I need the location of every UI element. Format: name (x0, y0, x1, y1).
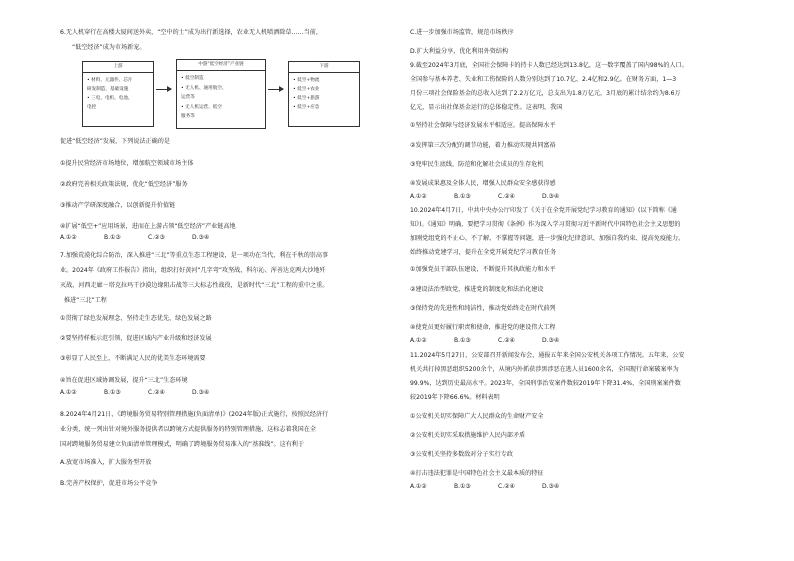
q7-option-b[interactable]: B.①③ (104, 389, 121, 396)
q6-statement-3: ③推动产学研深度融合，以创新提升价值链 (60, 202, 176, 209)
q11-option-c[interactable]: C.②④ (498, 483, 515, 490)
q6-stem-line-1: 6.无人机穿行在高楼大厦间送外卖，“空中的士”成为出行新选择，农业无人机喷洒除草……当前， (60, 29, 322, 36)
q10-stem-line-2: 知》)。《通知》明确，要把学习贯彻《条例》作为深入学习贯彻习近平新时代中国特色社会主义思想的 (410, 221, 681, 228)
q8-choice-d[interactable]: D.扩大利益分享，优化利用外资结构 (410, 48, 509, 55)
q10-stem-line-4: 始终推动党建学习，提升在全党开展党纪学习教育任务 (410, 249, 557, 256)
q9-options (410, 193, 586, 201)
low-altitude-economy-diagram (82, 59, 364, 129)
q7-option-a[interactable]: A.①② (60, 389, 77, 396)
q7-stem-line-1: 7.加强荒漠化综合防治，深入推进“三北”等重点生态工程建设，是一项功在当代、利在千秋的崇高事 (60, 252, 329, 259)
q8-stem-line-3: 国对跨境服务贸易建立负面清单管理模式，明确了跨境服务贸易准入的“基准线”。这有利于 (60, 441, 304, 448)
q8-stem-line-2: 业分类，统一列出针对境外服务提供者以跨境方式提供服务的特别管理措施，这标志着我国在全 (60, 426, 316, 433)
q7-stem-line-3: 灭战，河西走廊－塔克拉玛干沙漠边缘阻击战等三大标志性战役，是新时代“三北”工程的重中之重。 (60, 282, 329, 289)
q6-options (60, 234, 236, 242)
q9-stem-line-4: 亿元，显示出社保基金运行的总体稳定性。这表明，我国 (410, 104, 563, 111)
arrow-right-icon (156, 89, 171, 90)
q10-option-d[interactable]: D.③④ (542, 337, 560, 344)
upstream-item: • 材料、元器件、芯片 (87, 78, 133, 83)
upstream-item: 研发制造、基础设施 (87, 87, 129, 92)
q8-choice-b[interactable]: B.完善产权保护，促进市场公平竞争 (60, 480, 158, 487)
downstream-box (288, 61, 360, 127)
q10-stem-line-3: 加刚党组党的不止心、不了解、不掌握等问题，进一步强化纪律意识、加强自我约束、提高免疫能力， (410, 235, 685, 242)
q9-option-b[interactable]: B.①③ (454, 193, 471, 200)
q8-choice-c[interactable]: C.进一步加强市场监管，规范市场秩序 (410, 29, 514, 36)
q6-option-a[interactable]: A.①② (60, 234, 77, 241)
upstream-title: 上游 (83, 62, 153, 73)
midstream-item: • 低空制造 (181, 76, 204, 81)
q10-options (410, 337, 586, 345)
q9-option-d[interactable]: D.③④ (542, 193, 560, 200)
q6-statement-4: ④扩展“低空+”应用场景，进而在上游占领“低空经济”产业链高地 (60, 223, 236, 230)
q9-statement-1: ①坚持社会保障与经济发展水平相适应，提高保障水平 (410, 122, 556, 129)
q11-option-b[interactable]: B.①③ (454, 483, 471, 490)
q11-option-d[interactable]: D.③④ (542, 483, 560, 490)
q9-stem-line-3: 月份三项社会保险基金的总收入达到了2.2万亿元，总支出为1.8万亿元，3月底的累计结余约为8.6万 (410, 90, 681, 97)
downstream-item: • 低空+农业 (293, 87, 320, 92)
midstream-title: 中游“低空经济”产业链 (177, 60, 265, 71)
q11-stem-line-1: 11.2024年5月27日，公安部召开新闻发布会，通报五年来全国公安机关各项工作情况。五年来，公安 (410, 352, 685, 359)
q9-stem-line-1: 9.截至2024年3月底，全国社会保障卡的持卡人数已经达到13.8亿，这一数字覆盖了国内98%的人口。 (410, 62, 688, 69)
downstream-item: • 低空+物流 (293, 78, 320, 83)
q8-stem-line-1: 8.2024年4月21日，《跨境服务贸易特别管理措施(负面清单)》(2024年版)正式施行，按照民经济行 (60, 411, 329, 418)
q6-option-b[interactable]: B.①③ (104, 234, 121, 241)
q6-option-d[interactable]: D.③④ (192, 234, 210, 241)
q6-option-c[interactable]: C.②③ (148, 234, 165, 241)
q6-statement-1: ①提升民营经济市场地位，增加航空领域市场主体 (60, 160, 194, 167)
downstream-item: • 低空+旅游 (293, 96, 320, 101)
q11-stem-line-2: 机关共打掉黑恶组织5200余个，从境内外抓获涉黑涉恶在逃人员1600余名，全国现行命案破案率为 (410, 366, 679, 373)
q9-statement-3: ③兜牢民生底线，防范和化解社会成员的生存危机 (410, 161, 544, 168)
q7-option-d[interactable]: D.③④ (192, 389, 210, 396)
q8-choice-a[interactable]: A.放宽市场准入，扩大服务型开放 (60, 459, 152, 466)
q10-statement-1: ①加强党员干部队伍建设，不断提升其执政能力和水平 (410, 266, 556, 273)
q11-statement-1: ①公安机关切实保障广大人民群众的生命财产安全 (410, 413, 544, 420)
upstream-item: • 三电、电机、电池、 (87, 96, 133, 101)
q7-statement-4: ④旨在促进区域协调发展，提升“三北”生态环境 (60, 377, 188, 384)
q7-stem-line-2: 业。2024年《政府工作报告》指出，组织打好黄河“几字弯”攻坚战，科尔沁、浑善达克两大沙地歼 (60, 267, 326, 274)
q7-statement-3: ③彰显了人民至上，不断满足人民的优美生态环境需要 (60, 355, 206, 362)
upstream-box (82, 61, 154, 127)
upstream-item: 电控 (87, 105, 97, 110)
q10-statement-4: ④使党员更好履行职责和使命，推进党的建设伟大工程 (410, 324, 556, 331)
q7-options (60, 389, 236, 397)
q11-statement-2: ②公安机关切实采取措施维护人民内部矛盾 (410, 432, 526, 439)
q11-option-a[interactable]: A.①② (410, 483, 427, 490)
q6-statement-2: ②政府完善相关政策法规，优化“低空经济”服务 (60, 181, 188, 188)
q10-statement-2: ②建设法治型政党，推进党的制度化和法治化建设 (410, 286, 544, 293)
q9-statement-2: ②发挥第三次分配的调节功能，着力推动实现共同富裕 (410, 142, 556, 149)
q11-statement-4: ④打击违法犯罪是中国特色社会主义最本质的特征 (410, 470, 544, 477)
q9-statement-4: ④发展成果惠及全体人民，增强人民群众安全感获得感 (410, 180, 556, 187)
q11-options (410, 483, 586, 491)
q10-statement-3: ③保持党的先进性和纯洁性，推动党始终走在时代前列 (410, 305, 556, 312)
q10-option-c[interactable]: C.②④ (498, 337, 515, 344)
midstream-box (176, 59, 266, 129)
arrow-right-icon (268, 89, 283, 90)
q6-question: 促进“低空经济”发展，下列说法正确的是 (60, 138, 170, 145)
q6-stem-line-2: “低空经济”成为市场新宠。 (72, 44, 146, 51)
q9-option-a[interactable]: A.①② (410, 193, 427, 200)
q9-stem-line-2: 全国参与基本养老、失业和工伤保险的人数分别达到了10.7亿、2.4亿和2.9亿。在财务方面，1—3 (410, 76, 677, 83)
midstream-item: 服务等 (181, 114, 195, 119)
q7-statement-2: ②要坚持样板示范引领，促进区域内产业升级和经济发展 (60, 335, 212, 342)
q10-option-b[interactable]: B.①③ (454, 337, 471, 344)
q11-statement-3: ③公安机关坚持多数敌对分子实行专政 (410, 451, 513, 458)
downstream-title: 下游 (289, 62, 359, 73)
q10-stem-line-1: 10.2024年4月7日，中共中央办公厅印发了《关于在全党开展党纪学习教育的通知》(以下简称《通 (410, 207, 677, 214)
midstream-item: • 无人机、通用航空、 (181, 85, 227, 91)
q7-statement-1: ①贯彻了绿色发展理念，坚持走生态优先、绿色发展之路 (60, 315, 212, 322)
q11-stem-line-3: 99.9%，达到历史最高水平。2023年，全国刑事治安案件数较2019年下降31.4%，全国刑案案件数 (410, 380, 681, 387)
q11-stem-line-4: 较2019年下降66.6%。材料表明 (410, 394, 500, 401)
q7-option-c[interactable]: C.②④ (148, 389, 165, 396)
midstream-item: 运营等 (181, 95, 195, 100)
q9-option-c[interactable]: C.②④ (498, 193, 515, 200)
q7-stem-line-4: 推进“三北”工程 (64, 297, 107, 304)
downstream-item: • 低空+应急 (293, 105, 320, 110)
midstream-item: • 无人机运营、低空 (181, 104, 222, 110)
q10-option-a[interactable]: A.①② (410, 337, 427, 344)
